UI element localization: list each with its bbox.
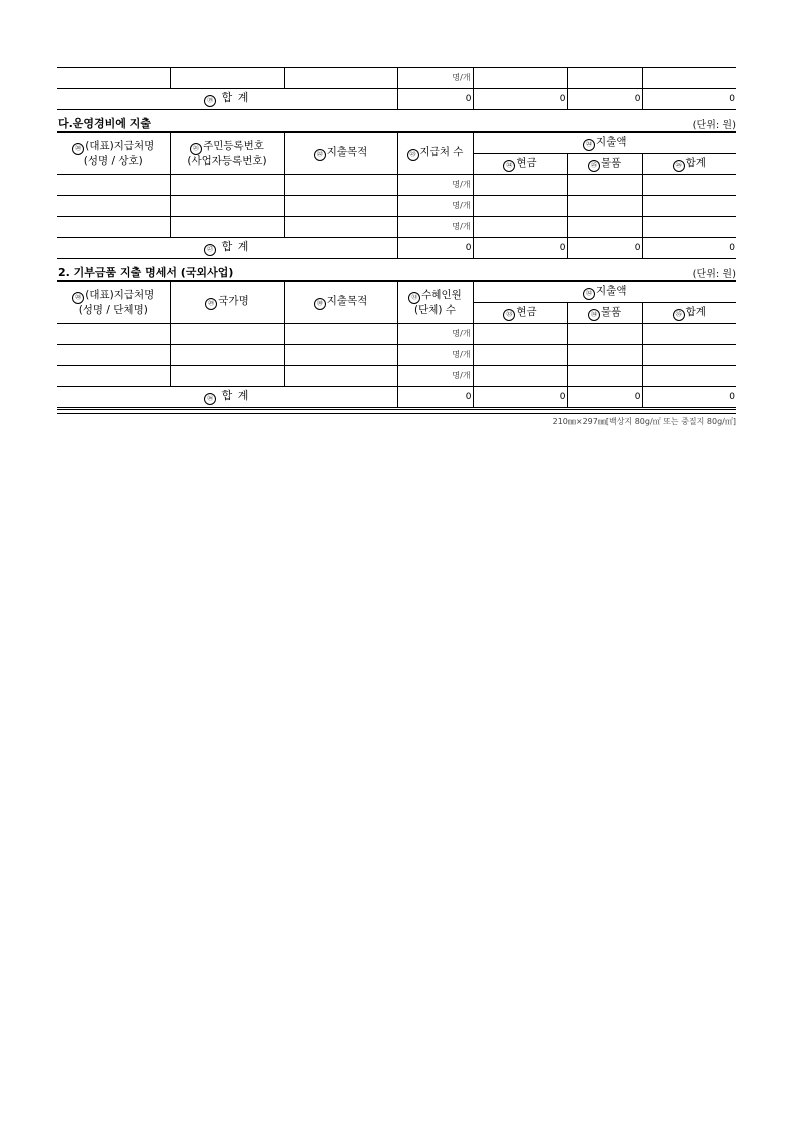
- goods-cell[interactable]: [567, 68, 642, 89]
- total-label: 합 계: [221, 239, 250, 253]
- table-row: [57, 175, 736, 196]
- count-unit-label: 명/개: [397, 324, 473, 345]
- total-count-value: 0: [397, 89, 473, 110]
- sum-cell[interactable]: [642, 196, 736, 217]
- goods-cell[interactable]: [567, 345, 642, 366]
- recipient-name-cell[interactable]: [57, 217, 170, 238]
- number-marker: ㉚: [314, 298, 326, 310]
- number-marker: ㉔: [583, 139, 595, 151]
- table-row: [57, 366, 736, 387]
- operating-expense-table: [57, 133, 736, 259]
- goods-cell[interactable]: [567, 217, 642, 238]
- country-cell[interactable]: [170, 324, 284, 345]
- table-row: [57, 196, 736, 217]
- sum-cell[interactable]: [642, 68, 736, 89]
- total-row: [57, 387, 736, 408]
- cash-cell[interactable]: [473, 175, 567, 196]
- total-cash-value: 0: [473, 89, 567, 110]
- cash-cell[interactable]: [473, 217, 567, 238]
- cash-cell[interactable]: [473, 345, 567, 366]
- goods-cell[interactable]: [567, 366, 642, 387]
- recipient-name-cell[interactable]: [57, 366, 170, 387]
- total-label-cell: [57, 238, 397, 259]
- sum-header: ㉟ 합계: [642, 303, 736, 324]
- beneficiary-count-header: ㉛ 수혜인원 (단체) 수: [397, 282, 473, 324]
- count-unit-label: 명/개: [397, 345, 473, 366]
- number-marker: ㉒: [314, 149, 326, 161]
- cash-header: ㉔ 현금: [473, 154, 567, 175]
- recipient-name-cell[interactable]: [57, 324, 170, 345]
- recipient-name-cell[interactable]: [57, 345, 170, 366]
- cash-cell[interactable]: [473, 324, 567, 345]
- number-marker: ㉔: [503, 160, 515, 172]
- double-rule: [57, 409, 736, 414]
- purpose-cell[interactable]: [284, 175, 397, 196]
- purpose-header: ㉚ 지출목적: [284, 282, 397, 324]
- cash-cell[interactable]: [473, 68, 567, 89]
- total-label: 합 계: [221, 90, 250, 104]
- recipient-name-header: ⑳ (대표)지급처명 (성명 / 상호): [57, 133, 170, 175]
- id-number-cell[interactable]: [170, 175, 284, 196]
- purpose-cell[interactable]: [284, 345, 397, 366]
- total-count-value: 0: [397, 238, 473, 259]
- goods-cell[interactable]: [567, 324, 642, 345]
- number-marker: ㊱: [204, 393, 216, 405]
- total-row: [57, 238, 736, 259]
- total-sum-value: 0: [642, 387, 736, 408]
- table-row: [57, 68, 736, 89]
- number-marker: ㉞: [588, 309, 600, 321]
- purpose-cell[interactable]: [284, 217, 397, 238]
- sum-cell[interactable]: [642, 366, 736, 387]
- total-goods-value: 0: [567, 387, 642, 408]
- total-cash-value: 0: [473, 238, 567, 259]
- number-marker: ㉖: [673, 160, 685, 172]
- count-unit-label: 명/개: [397, 366, 473, 387]
- recipient-name-cell[interactable]: [57, 68, 170, 89]
- count-unit-label: 명/개: [397, 68, 473, 89]
- sum-cell[interactable]: [642, 217, 736, 238]
- goods-cell[interactable]: [567, 175, 642, 196]
- id-number-cell[interactable]: [170, 196, 284, 217]
- amount-header: ㉜ 지출액: [473, 282, 736, 303]
- number-marker: ㉙: [205, 298, 217, 310]
- section-title: 2. 기부금품 지출 명세서 (국외사업): [58, 266, 234, 279]
- total-count-value: 0: [397, 387, 473, 408]
- goods-cell[interactable]: [567, 196, 642, 217]
- recipient-name-cell[interactable]: [57, 175, 170, 196]
- country-cell[interactable]: [170, 345, 284, 366]
- count-unit-label: 명/개: [397, 175, 473, 196]
- unit-label: (단위: 원): [692, 269, 736, 280]
- amount-header: ㉔ 지출액: [473, 133, 736, 154]
- goods-header: ㉕ 물품: [567, 154, 642, 175]
- section-header: [57, 259, 736, 282]
- country-cell[interactable]: [170, 366, 284, 387]
- prior-section-table: [57, 67, 736, 110]
- number-marker: ㉑: [190, 143, 202, 155]
- number-marker: ㉘: [72, 292, 84, 304]
- number-marker: ㉓: [407, 149, 419, 161]
- section-header: [57, 110, 736, 133]
- unit-label: (단위: 원): [692, 120, 736, 131]
- total-sum-value: 0: [642, 238, 736, 259]
- table-row: [57, 345, 736, 366]
- number-marker: ⑲: [204, 95, 216, 107]
- number-marker: ㉜: [583, 288, 595, 300]
- number-marker: ㉟: [673, 309, 685, 321]
- number-marker: ㉕: [588, 160, 600, 172]
- id-number-cell[interactable]: [170, 217, 284, 238]
- total-label-cell: [57, 89, 397, 110]
- recipient-name-cell[interactable]: [57, 196, 170, 217]
- number-marker: ㉛: [408, 292, 420, 304]
- total-sum-value: 0: [642, 89, 736, 110]
- cash-header: ㉝ 현금: [473, 303, 567, 324]
- country-header: ㉙ 국가명: [170, 282, 284, 324]
- cash-cell[interactable]: [473, 366, 567, 387]
- total-label: 합 계: [221, 388, 250, 402]
- purpose-cell[interactable]: [284, 196, 397, 217]
- sum-cell[interactable]: [642, 345, 736, 366]
- table-row: [57, 217, 736, 238]
- id-number-header: ㉑ 주민등록번호 (사업자등록번호): [170, 133, 284, 175]
- section-title: 다.운영경비에 지출: [58, 117, 152, 130]
- purpose-cell[interactable]: [284, 366, 397, 387]
- purpose-cell[interactable]: [284, 324, 397, 345]
- purpose-header: ㉒ 지출목적: [284, 133, 397, 175]
- total-label-cell: [57, 387, 397, 408]
- sum-header: ㉖ 합계: [642, 154, 736, 175]
- overseas-expense-table: [57, 282, 736, 408]
- number-marker: ㉝: [503, 309, 515, 321]
- goods-header: ㉞ 물품: [567, 303, 642, 324]
- id-number-cell[interactable]: [170, 68, 284, 89]
- form-page: [57, 67, 736, 427]
- count-unit-label: 명/개: [397, 217, 473, 238]
- sum-cell[interactable]: [642, 324, 736, 345]
- number-marker: ⑳: [72, 143, 84, 155]
- paper-spec-footnote: 210㎜×297㎜[백상지 80g/㎡ 또는 중질지 80g/㎡]: [552, 417, 736, 426]
- total-goods-value: 0: [567, 238, 642, 259]
- number-marker: ㉗: [204, 244, 216, 256]
- recipient-count-header: ㉓ 지급처 수: [397, 133, 473, 175]
- sum-cell[interactable]: [642, 175, 736, 196]
- total-row: [57, 89, 736, 110]
- total-goods-value: 0: [567, 89, 642, 110]
- cash-cell[interactable]: [473, 196, 567, 217]
- table-row: [57, 324, 736, 345]
- count-unit-label: 명/개: [397, 196, 473, 217]
- total-cash-value: 0: [473, 387, 567, 408]
- recipient-name-header: ㉘ (대표)지급처명 (성명 / 단체명): [57, 282, 170, 324]
- purpose-cell[interactable]: [284, 68, 397, 89]
